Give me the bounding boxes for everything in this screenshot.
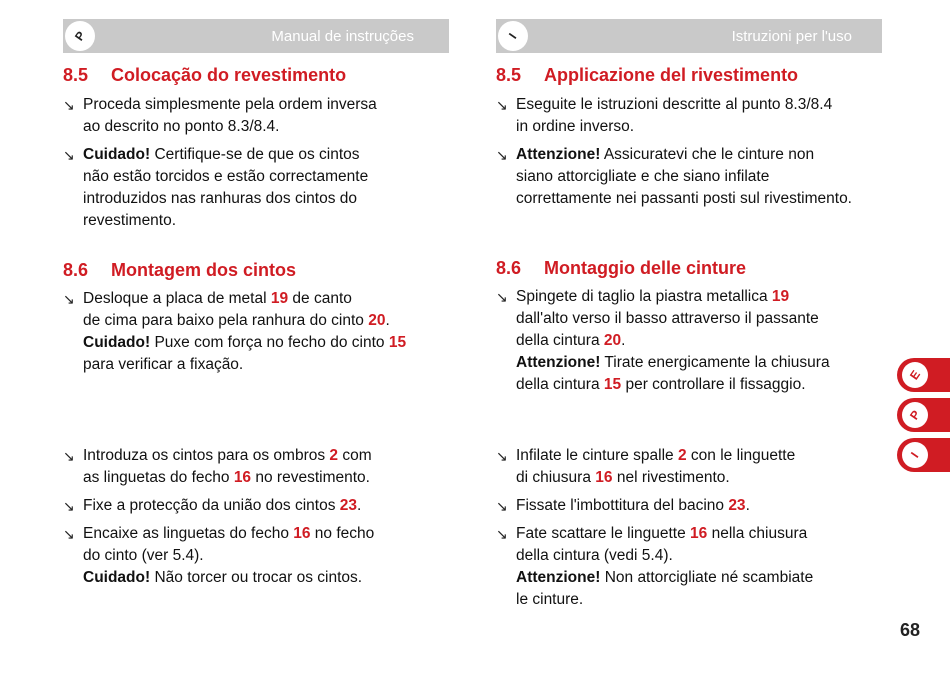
arrow-bullet-icon: ↘ (496, 448, 508, 464)
list-item: ↘ Introduza os cintos para os ombros 2 com as linguetas do fecho 16 no revestimento. (63, 447, 372, 486)
list-item: ↘ Cuidado! Certifique-se de que os cintos não estão torcidos e estão correctamente introduzidos nas ranhuras dos cintos do revestimento. (63, 146, 369, 229)
arrow-bullet-icon: ↘ (63, 526, 75, 542)
arrow-bullet-icon: ↘ (496, 498, 508, 514)
language-tab-label: I (902, 442, 928, 468)
list-item: ↘ Encaixe as linguetas do fecho 16 no fecho do cinto (ver 5.4). Cuidado! Não torcer ou trocar os cintos. (63, 525, 375, 586)
arrow-bullet-icon: ↘ (63, 498, 75, 514)
language-tab-i[interactable] (897, 438, 950, 472)
language-tab-p[interactable] (897, 398, 950, 432)
section-heading: 8.6 Montaggio delle cinture (496, 258, 747, 278)
arrow-bullet-icon: ↘ (63, 97, 75, 113)
header-bar-italian (496, 19, 882, 53)
language-tab-e[interactable] (897, 358, 950, 392)
arrow-bullet-icon: ↘ (63, 147, 75, 163)
section-heading: 8.6 Montagem dos cintos (63, 260, 297, 280)
arrow-bullet-icon: ↘ (63, 291, 75, 307)
column-portuguese (63, 19, 449, 586)
language-badge-i: I (498, 21, 528, 51)
header-title: Istruzioni per l'uso (731, 28, 852, 45)
section-8-6-it (496, 257, 886, 396)
list-item: ↘ Fixe a protecção da união dos cintos 23. (63, 495, 453, 517)
section-8-5-it (496, 64, 886, 210)
list-item: ↘ Attenzione! Assicuratevi che le cinture non siano attorcigliate e che siano infilate correttamente nei passanti posti sul rivestimento. (496, 146, 852, 207)
page-number: 68 (900, 620, 921, 640)
language-badge-p: P (65, 21, 95, 51)
section-heading: 8.5 Colocação do revestimento (63, 65, 347, 85)
arrow-bullet-icon: ↘ (496, 526, 508, 542)
section-8-5-pt (63, 64, 453, 232)
section-belts-it (496, 443, 886, 611)
section-belts-pt (63, 443, 453, 589)
language-tab-label: E (902, 362, 928, 388)
list-item: ↘ Fissate l'imbottitura del bacino 23. (496, 495, 886, 517)
arrow-bullet-icon: ↘ (496, 97, 508, 113)
list-item: ↘ Desloque a placa de metal 19 de canto de cima para baixo pela ranhura do cinto 20. Cuidado! Puxe com força no fecho do cinto 15 para verificar a fixação. (63, 290, 407, 373)
header-bar-portuguese (63, 19, 449, 53)
list-item: ↘ Eseguite le istruzioni descritte al punto 8.3/8.4 in ordine inverso. (496, 96, 833, 135)
language-tab-label: P (902, 402, 928, 428)
list-item: ↘ Infilate le cinture spalle 2 con le linguette di chiusura 16 nel rivestimento. (496, 447, 796, 486)
list-item: ↘ Spingete di taglio la piastra metallica 19 dall'alto verso il basso attraverso il passante della cintura 20. Attenzione! Tirate energicamente la chiusura della cintura 15 per controllare il fissaggio. (496, 288, 830, 393)
header-title: Manual de instruções (271, 28, 414, 45)
section-heading: 8.5 Applicazione del rivestimento (496, 65, 799, 85)
column-italian (496, 19, 882, 608)
list-item: ↘ Fate scattare le linguette 16 nella chiusura della cintura (vedi 5.4). Attenzione! Non attorcigliate né scambiate le cinture. (496, 525, 814, 608)
arrow-bullet-icon: ↘ (496, 289, 508, 305)
arrow-bullet-icon: ↘ (496, 147, 508, 163)
section-8-6-pt (63, 259, 453, 376)
list-item: ↘ Proceda simplesmente pela ordem inversa ao descrito no ponto 8.3/8.4. (63, 96, 377, 135)
arrow-bullet-icon: ↘ (63, 448, 75, 464)
